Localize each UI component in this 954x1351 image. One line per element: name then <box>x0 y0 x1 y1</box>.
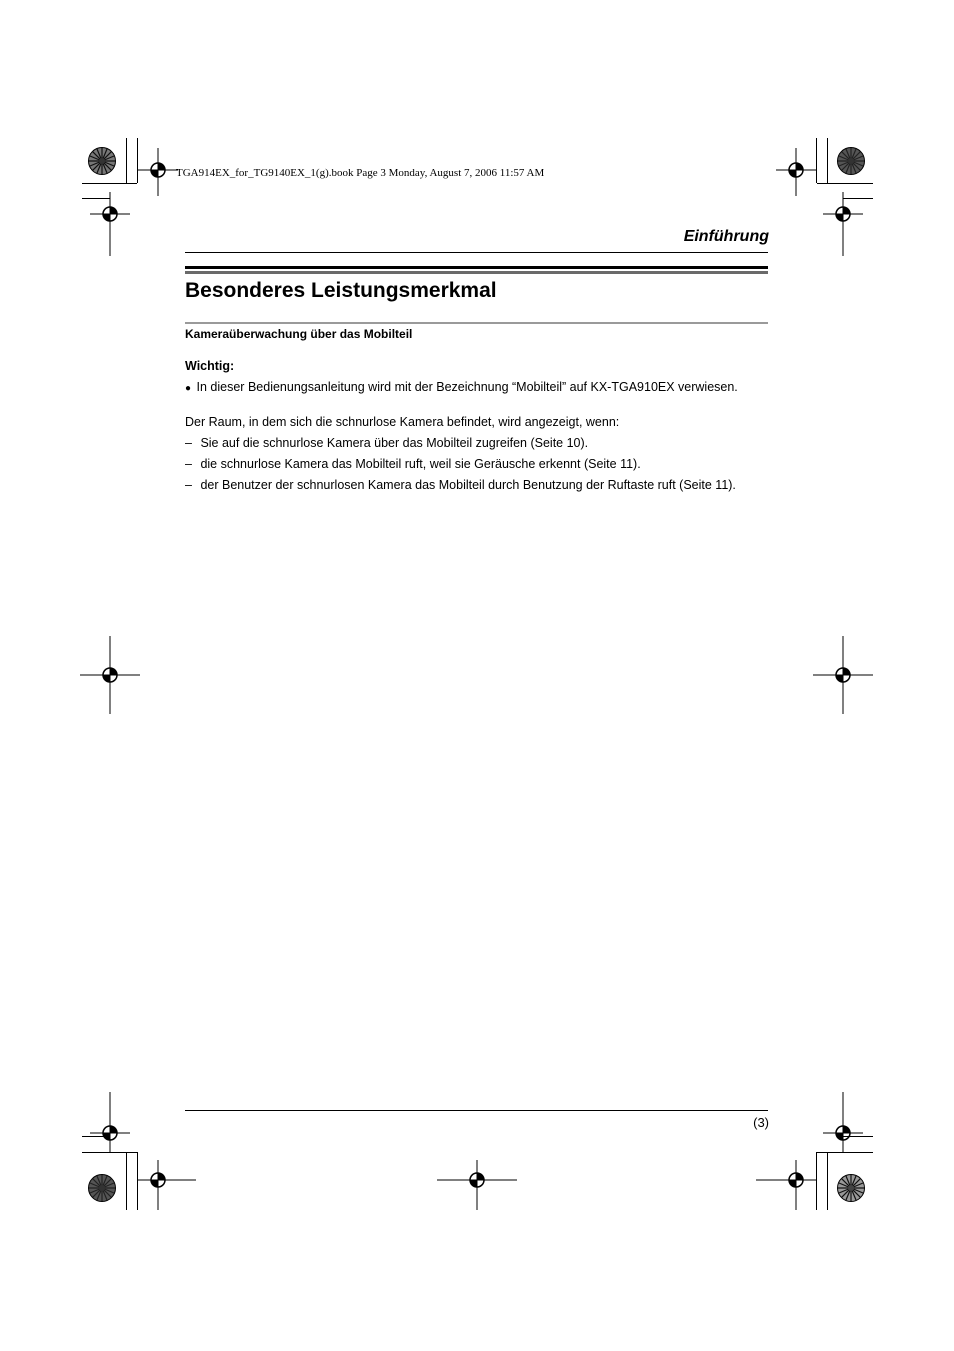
dash-icon: – <box>185 478 192 492</box>
starburst-wheel-icon <box>837 147 865 175</box>
page-title: Besonderes Leistungsmerkmal <box>185 279 497 302</box>
slug-line: TGA914EX_for_TG9140EX_1(g).book Page 3 Monday, August 7, 2006 11:57 AM <box>176 167 545 179</box>
registration-target-icon <box>813 636 873 714</box>
registration-target-icon <box>823 192 863 256</box>
dash-icon: – <box>185 436 192 450</box>
important-label: Wichtig: <box>185 359 235 373</box>
starburst-wheel-icon <box>88 147 116 175</box>
registration-target-icon <box>138 1160 196 1210</box>
bullet-text: In dieser Bedienungsanleitung wird mit der Bezeichnung “Mobilteil” auf KX-TGA910EX verwiesen. <box>196 380 738 394</box>
registration-target-icon <box>437 1160 517 1210</box>
intro-text: Der Raum, in dem sich die schnurlose Kamera befindet, wird angezeigt, wenn: <box>185 415 620 429</box>
registration-target-icon <box>756 1160 816 1210</box>
registration-target-icon <box>823 1092 863 1152</box>
dash-icon: – <box>185 457 192 471</box>
list-item-text: die schnurlose Kamera das Mobilteil ruft, weil sie Geräusche erkennt (Seite 11). <box>200 457 641 471</box>
registration-target-icon <box>90 1092 130 1152</box>
subheading: Kameraüberwachung über das Mobilteil <box>185 327 413 341</box>
registration-target-icon <box>138 148 178 196</box>
registration-target-icon <box>776 148 816 196</box>
section-label: Einführung <box>683 228 769 245</box>
registration-target-icon <box>90 192 130 256</box>
list-item-text: Sie auf die schnurlose Kamera über das Mobilteil zugreifen (Seite 10). <box>200 436 589 450</box>
starburst-wheel-icon <box>88 1174 116 1202</box>
bullet-icon: ● <box>185 383 192 394</box>
list-item-text: der Benutzer der schnurlosen Kamera das Mobilteil durch Benutzung der Ruftaste ruft (Seite 11). <box>200 478 736 492</box>
page-number: (3) <box>753 1115 769 1130</box>
starburst-wheel-icon <box>837 1174 865 1202</box>
registration-target-icon <box>80 636 140 714</box>
